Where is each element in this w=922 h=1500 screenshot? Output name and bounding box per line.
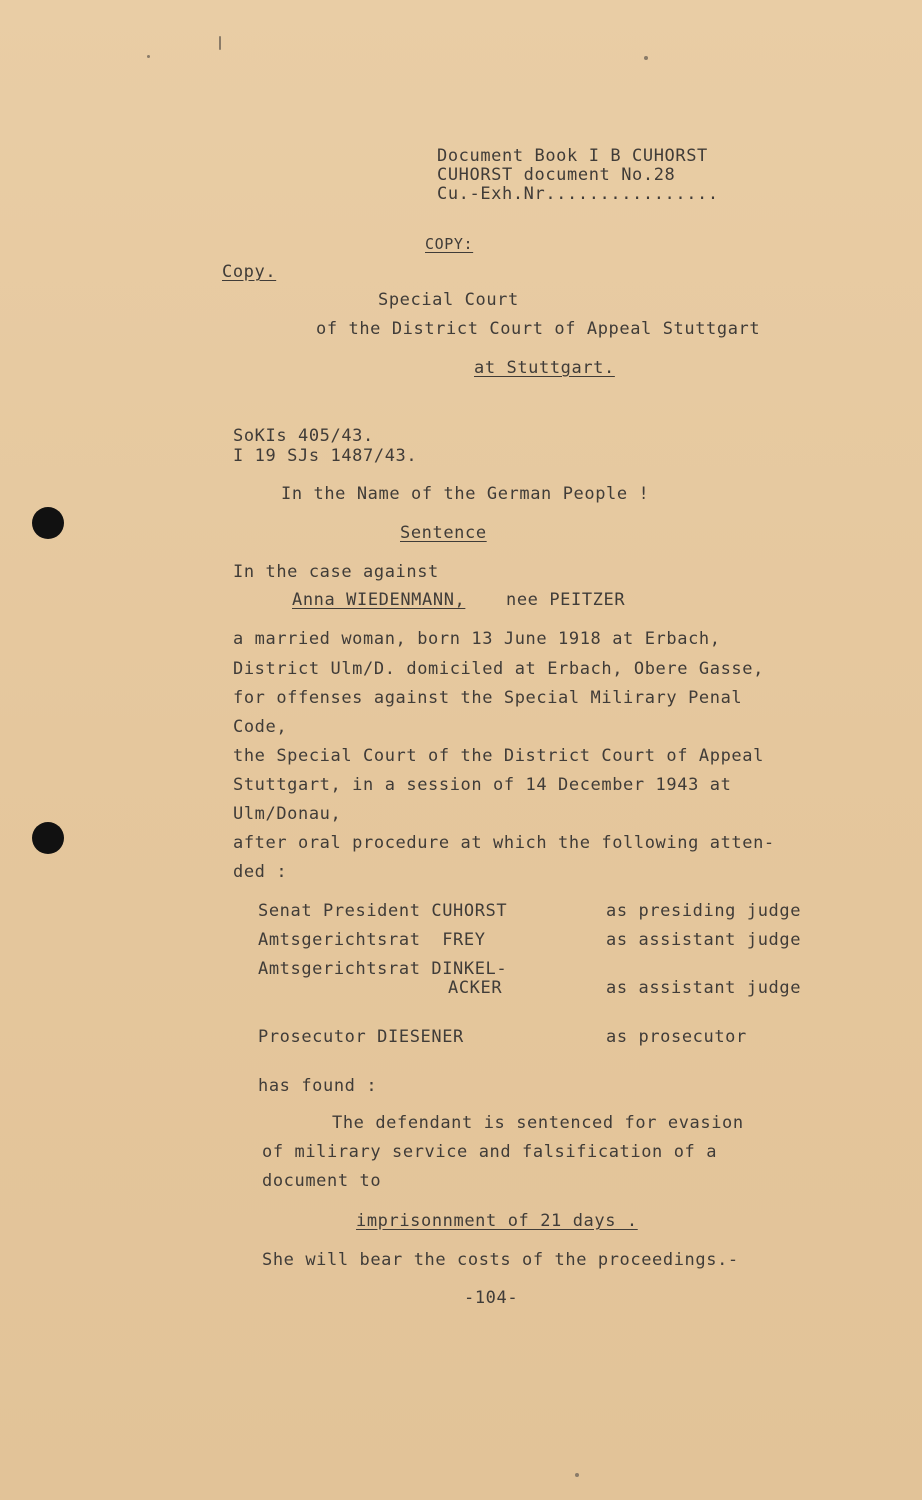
attendee-role: as prosecutor: [606, 1027, 747, 1047]
body-line: a married woman, born 13 June 1918 at Erbach,: [233, 629, 721, 649]
copy-heading: COPY:: [425, 235, 474, 253]
punch-hole-bottom: [32, 822, 64, 854]
paper-speck: [219, 36, 221, 50]
reference-line-2: I 19 SJs 1487/43.: [233, 446, 418, 466]
attendee-role: as presiding judge: [606, 901, 802, 921]
punch-hole-top: [32, 507, 64, 539]
header-line-2: CUHORST document No.28: [437, 165, 676, 185]
paper-speck: [644, 56, 648, 60]
court-line-3: at Stuttgart.: [474, 358, 615, 378]
page-number: -104-: [464, 1288, 519, 1308]
body-line: after oral procedure at which the following atten-: [233, 833, 775, 853]
defendant-nee: nee PEITZER: [506, 590, 626, 610]
verdict-line: The defendant is sentenced for evasion: [332, 1113, 744, 1133]
imprisonment-line: imprisonnment of 21 days .: [356, 1211, 638, 1231]
body-line: Stuttgart, in a session of 14 December 1943 at: [233, 775, 732, 795]
copy-label: Copy.: [222, 262, 277, 282]
defendant-name: Anna WIEDENMANN,: [292, 590, 466, 610]
header-line-3: Cu.-Exh.Nr................: [437, 184, 719, 204]
paper-speck: [575, 1473, 579, 1477]
body-line: for offenses against the Special Milirary Penal: [233, 688, 743, 708]
attendee-name: Amtsgerichtsrat DINKEL-: [258, 959, 508, 979]
costs-line: She will bear the costs of the proceedings.-: [262, 1250, 739, 1270]
case-intro: In the case against: [233, 562, 439, 582]
header-line-1: Document Book I B CUHORST: [437, 146, 708, 166]
attendee-name: Amtsgerichtsrat FREY: [258, 930, 486, 950]
body-line: Ulm/Donau,: [233, 804, 342, 824]
body-line: Code,: [233, 717, 288, 737]
has-found: has found :: [258, 1076, 378, 1096]
body-line: the Special Court of the District Court of Appeal: [233, 746, 764, 766]
court-line-1: Special Court: [378, 290, 519, 310]
paper-speck: [147, 55, 150, 58]
attendee-name-continued: ACKER: [448, 978, 503, 998]
body-line: District Ulm/D. domiciled at Erbach, Obere Gasse,: [233, 659, 764, 679]
attendee-role: as assistant judge: [606, 978, 802, 998]
name-of-people-line: In the Name of the German People !: [281, 484, 650, 504]
reference-line-1: SoKIs 405/43.: [233, 426, 374, 446]
attendee-name: Senat President CUHORST: [258, 901, 508, 921]
body-line: ded :: [233, 862, 288, 882]
sentence-title: Sentence: [400, 523, 487, 543]
verdict-line: document to: [262, 1171, 382, 1191]
court-line-2: of the District Court of Appeal Stuttgart: [316, 319, 761, 339]
attendee-role: as assistant judge: [606, 930, 802, 950]
verdict-line: of milirary service and falsification of a: [262, 1142, 718, 1162]
attendee-name: Prosecutor DIESENER: [258, 1027, 464, 1047]
